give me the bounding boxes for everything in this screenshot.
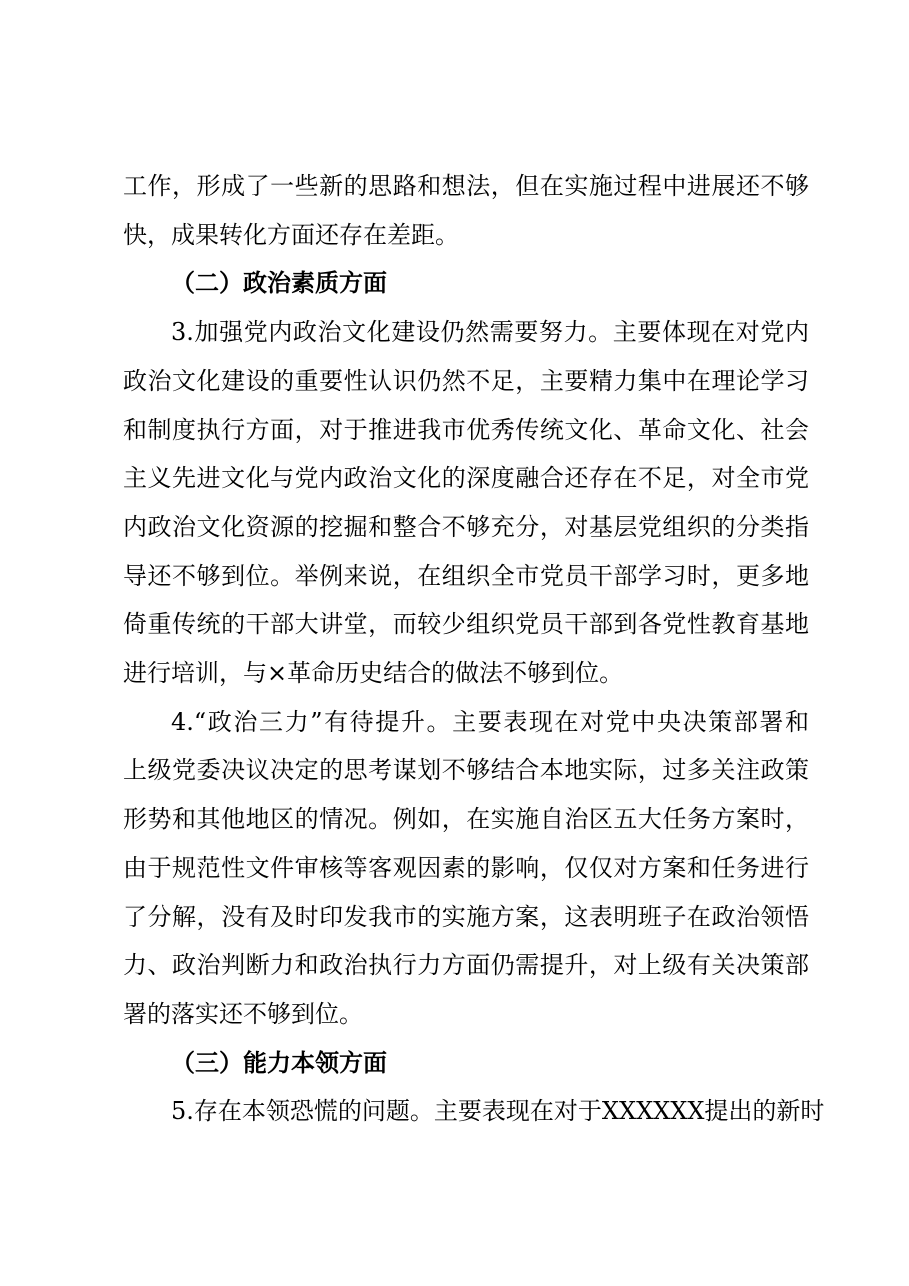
body-text-line: 倚重传统的干部大讲堂，而较少组织党员干部到各党性教育基地 xyxy=(123,610,809,638)
section-heading: （二）政治素质方面 xyxy=(171,268,387,297)
body-text-line: 署的落实还不够到位。 xyxy=(123,1000,363,1028)
paragraph-first-line: 5.存在本领恐慌的问题。主要表现在对于XXXXXX提出的新时 xyxy=(171,1097,825,1125)
body-text-line: 政治文化建设的重要性认识仍然不足，主要精力集中在理论学习 xyxy=(123,367,809,395)
body-text-line: 和制度执行方面，对于推进我市优秀传统文化、革命文化、社会 xyxy=(123,416,809,444)
body-text-line: 了分解，没有及时印发我市的实施方案，这表明班子在政治领悟 xyxy=(123,903,809,931)
paragraph-first-line: 3.加强党内政治文化建设仍然需要努力。主要体现在对党内 xyxy=(171,318,809,346)
body-text-line: 力、政治判断力和政治执行力方面仍需提升，对上级有关决策部 xyxy=(123,951,809,979)
body-text-line: 主义先进文化与党内政治文化的深度融合还存在不足，对全市党 xyxy=(123,464,809,492)
body-text-line: 进行培训，与×革命历史结合的做法不够到位。 xyxy=(123,659,624,687)
body-text-line: 工作，形成了一些新的思路和想法，但在实施过程中进展还不够 xyxy=(123,172,809,200)
body-text-line: 由于规范性文件审核等客观因素的影响，仅仅对方案和任务进行 xyxy=(123,854,809,882)
paragraph-first-line: 4.“政治三力”有待提升。主要表现在对党中央决策部署和 xyxy=(171,708,809,736)
body-text-line: 快，成果转化方面还存在差距。 xyxy=(123,221,459,249)
body-text-line: 内政治文化资源的挖掘和整合不够充分，对基层党组织的分类指 xyxy=(123,513,809,541)
section-heading: （三）能力本领方面 xyxy=(171,1048,387,1077)
body-text-line: 导还不够到位。举例来说，在组织全市党员干部学习时，更多地 xyxy=(123,562,809,590)
body-text-line: 形势和其他地区的情况。例如，在实施自治区五大任务方案时， xyxy=(123,805,809,833)
body-text-line: 上级党委决议决定的思考谋划不够结合本地实际，过多关注政策 xyxy=(123,756,809,784)
